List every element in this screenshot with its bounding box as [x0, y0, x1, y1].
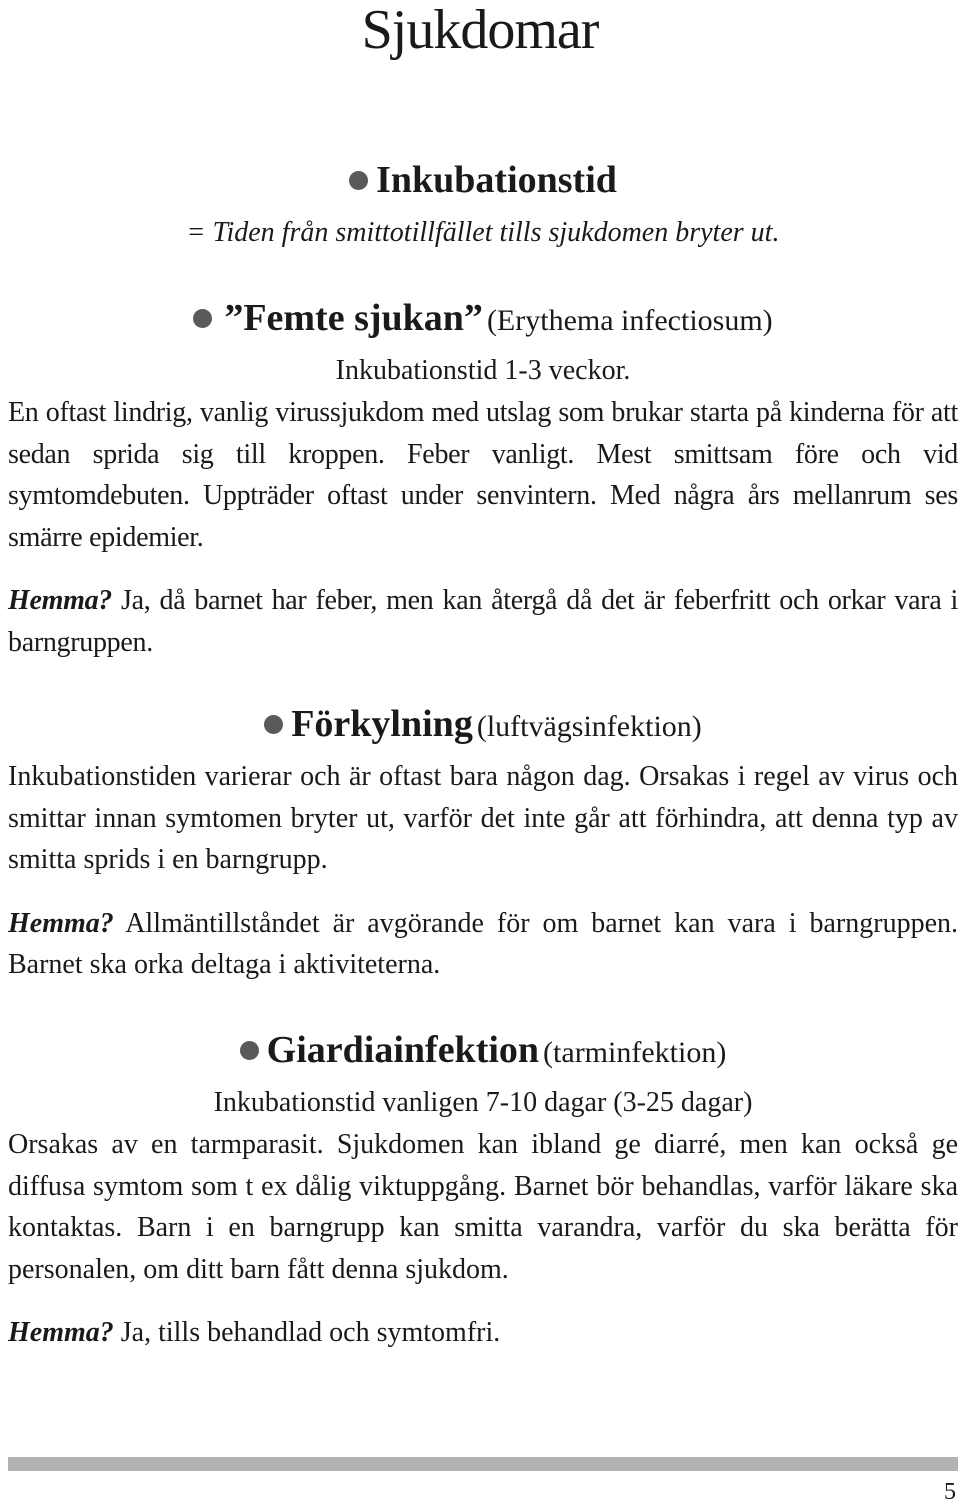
section-incubation: [8, 156, 958, 254]
cold-heading-line: [8, 700, 958, 756]
fifth-disease-subheading: (Erythema infectiosum): [486, 304, 773, 337]
fifth-disease-heading-line: [8, 294, 958, 350]
incubation-heading: Inkubationstid: [376, 159, 617, 201]
cold-heading: Förkylning: [291, 703, 473, 745]
section-fifth-disease: [8, 294, 958, 663]
bullet-icon: [264, 715, 283, 734]
fifth-disease-home: [8, 580, 958, 663]
footer-rule: [8, 1457, 958, 1471]
giardia-heading: Giardiainfektion: [266, 1029, 540, 1071]
fifth-disease-incubation: Inkubationstid 1-3 veckor.: [335, 355, 631, 386]
cold-home: [8, 903, 958, 986]
bullet-icon: [240, 1041, 259, 1060]
section-giardia: [8, 1026, 958, 1354]
home-label: Hemma?: [8, 585, 112, 616]
home-text: Allmäntillståndet är avgörande för om barnet kan vara i barngruppen. Barnet ska orka deltaga i aktiviteterna.: [8, 907, 958, 980]
giardia-subheading: (tarminfektion): [543, 1036, 727, 1069]
cold-description: Inkubationstiden varierar och är oftast bara någon dag. Orsakas i regel av virus och smittar innan symtomen bryter ut, varför det inte går att förhindra, att denna typ av smitta sprids i en barngrupp.: [8, 761, 958, 875]
page-title: Sjukdomar: [361, 0, 599, 61]
giardia-heading-line: [8, 1026, 958, 1082]
bullet-icon: [193, 309, 212, 328]
page-number: 5: [944, 1479, 956, 1505]
home-label: Hemma?: [8, 1317, 114, 1348]
home-text: Ja, då barnet har feber, men kan återgå då det är feberfritt och orkar vara i barngruppen.: [8, 585, 958, 658]
fifth-disease-heading: ”Femte sjukan”: [224, 297, 483, 339]
home-label: Hemma?: [8, 907, 114, 939]
cold-subheading: (luftvägsinfektion): [476, 710, 702, 743]
incubation-definition: = Tiden från smittotillfället tills sjukdomen bryter ut.: [186, 217, 780, 248]
bullet-icon: [349, 171, 368, 190]
section-cold: [8, 700, 958, 986]
fifth-disease-description: En oftast lindrig, vanlig virussjukdom med utslag som brukar starta på kinderna för att sedan sprida sig till kroppen. Feber vanligt. Mest smittsam före och vid symtomdebuten. Uppträder oftast under senvintern. Med några års mellanrum ses smärre epidemier.: [8, 397, 958, 553]
giardia-incubation: Inkubationstid vanligen 7-10 dagar (3-25 dagar): [213, 1087, 753, 1118]
incubation-heading-line: [8, 156, 958, 212]
giardia-home: [8, 1312, 958, 1354]
giardia-description: Orsakas av en tarmparasit. Sjukdomen kan ibland ge diarré, men kan också ge diffusa symtom som t ex dålig viktuppgång. Barnet bör behandlas, varför läkare ska kontaktas. Barn i en barngrupp kan smitta varandra, varför du ska berätta för personalen, om ditt barn fått denna sjukdom.: [8, 1129, 958, 1285]
home-text: Ja, tills behandlad och symtomfri.: [113, 1317, 501, 1348]
